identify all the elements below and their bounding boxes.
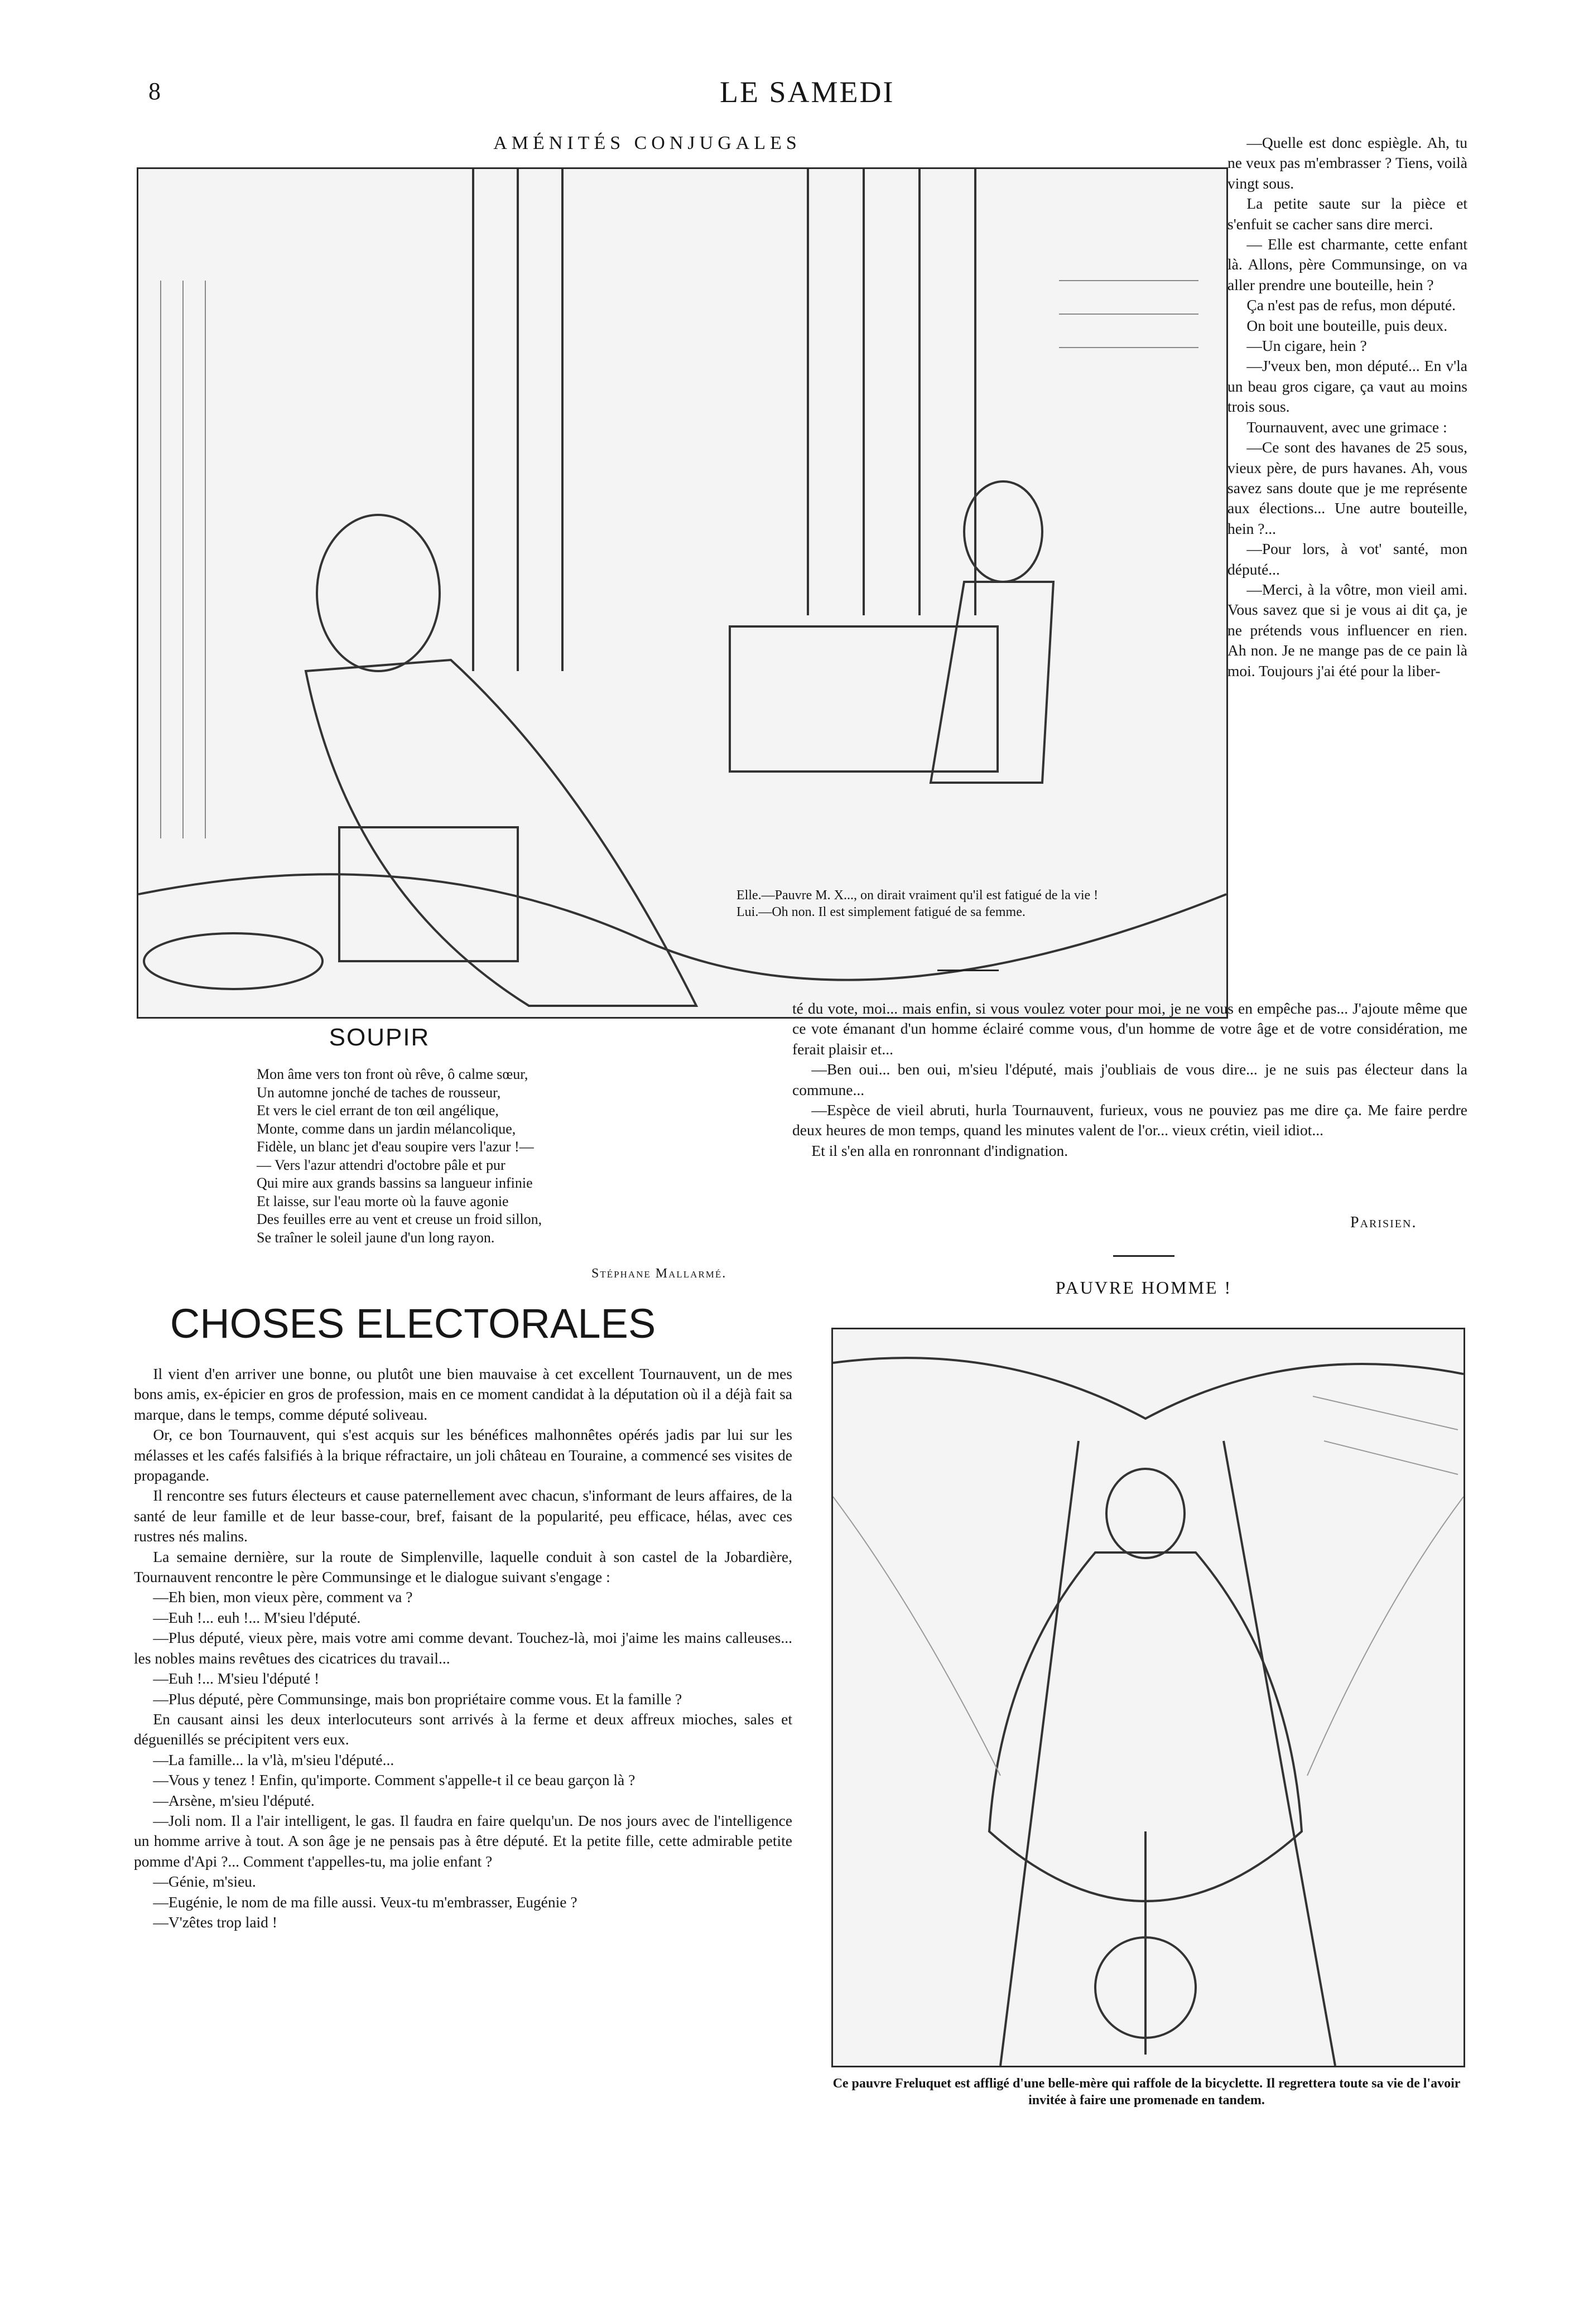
paragraph: —Ce sont des havanes de 25 sous, vieux père, de purs havanes. Ah, vous savez sans doute que je me représente aux élections... Une autre bouteille, hein ?... bbox=[1227, 438, 1467, 537]
paragraph: —Quelle est donc espiègle. Ah, tu ne veux pas m'embrasser ? Tiens, voilà vingt sous. bbox=[1227, 134, 1467, 192]
paragraph: Il vient d'en arriver une bonne, ou plutôt une bien mauvaise à cet excellent Tournauvent, un de mes bons amis, ex-épicier en gros de profession, mais en ce moment candidat à la députation où il a déjà fait sa marque, dans le temps, comme député soliveau. bbox=[134, 1365, 792, 1423]
paragraph: Or, ce bon Tournauvent, qui s'est acquis sur les bénéfices malhonnêtes opérés jadis par lui sur les mélasses et les cafés falsifiés à la brique réfractaire, un joli château en Touraine, a commencé ses visites de propagande. bbox=[134, 1426, 792, 1484]
paragraph: —Vous y tenez ! Enfin, qu'importe. Comment s'appelle-t il ce beau garçon là ? bbox=[153, 1771, 636, 1789]
paragraph: Et il s'en alla en ronronnant d'indignation. bbox=[811, 1141, 1068, 1159]
poem-line: — Vers l'azur attendri d'octobre pâle et pur bbox=[257, 1156, 506, 1173]
soupir-author: Stéphane Mallarmé. bbox=[591, 1266, 727, 1281]
wide-column bbox=[792, 999, 1467, 1161]
paragraph: Tournauvent, avec une grimace : bbox=[1246, 418, 1447, 436]
poem-line: Un automne jonché de taches de rousseur, bbox=[257, 1084, 501, 1101]
page-title: LE SAMEDI bbox=[720, 75, 895, 109]
poem-line: Et vers le ciel errant de ton œil angélique, bbox=[257, 1102, 499, 1118]
paragraph: —Plus député, père Communsinge, mais bon propriétaire comme vous. Et la famille ? bbox=[153, 1690, 682, 1708]
divider bbox=[1113, 1255, 1174, 1257]
pauvre-homme-illustration bbox=[831, 1328, 1465, 2067]
choses-body bbox=[134, 1364, 792, 1932]
paragraph: — Elle est charmante, cette enfant là. Allons, père Communsinge, on va aller prendre une bouteille, hein ? bbox=[1227, 235, 1467, 293]
paragraph: —Eugénie, le nom de ma fille aussi. Veux-tu m'embrasser, Eugénie ? bbox=[153, 1893, 577, 1911]
page-number: 8 bbox=[148, 78, 161, 105]
poem-line: Des feuilles erre au vent et creuse un froid sillon, bbox=[257, 1211, 542, 1227]
paragraph: —Plus député, vieux père, mais votre ami comme devant. Touchez-là, moi j'aime les mains calleuses... les nobles mains revêtues des cicatrices du travail... bbox=[134, 1629, 792, 1667]
divider bbox=[937, 970, 999, 971]
poem-line: Mon âme vers ton front où rêve, ô calme sœur, bbox=[257, 1066, 528, 1082]
paragraph: La petite saute sur la pièce et s'enfuit se cacher sans dire merci. bbox=[1227, 195, 1467, 233]
paragraph: —J'veux ben, mon député... En v'la un beau gros cigare, ça vaut au moins trois sous. bbox=[1227, 357, 1467, 416]
paragraph: Ça n'est pas de refus, mon député. bbox=[1246, 296, 1456, 314]
soupir-poem bbox=[257, 1065, 759, 1247]
pauvre-homme-caption: Ce pauvre Freluquet est affligé d'une belle-mère qui raffole de la bicyclette. Il regrettera toute sa vie de l'avoir invitée à faire une promenade en tandem. bbox=[832, 2076, 1461, 2108]
caption-line-elle: Elle.—Pauvre M. X..., on dirait vraiment qu'il est fatigué de la vie ! bbox=[736, 888, 1099, 903]
poem-line: Fidèle, un blanc jet d'eau soupire vers l'azur !— bbox=[257, 1139, 534, 1155]
poem-line: Monte, comme dans un jardin mélancolique, bbox=[257, 1120, 516, 1137]
pauvre-homme-title: PAUVRE HOMME ! bbox=[1055, 1277, 1233, 1298]
paragraph: La semaine dernière, sur la route de Simplenville, laquelle conduit à son castel de la Jobardière, Tournauvent rencontre le père Communsinge et le dialogue suivant s'engage : bbox=[134, 1547, 792, 1586]
paragraph: —Génie, m'sieu. bbox=[153, 1873, 256, 1891]
paragraph: —Ben oui... ben oui, m'sieu l'député, mais j'oubliais de vous dire... je ne suis pas électeur dans la commune... bbox=[792, 1060, 1467, 1098]
paragraph: —La famille... la v'là, m'sieu l'député... bbox=[153, 1751, 394, 1768]
paragraph: —V'zêtes trop laid ! bbox=[153, 1913, 277, 1931]
paragraph: —Euh !... euh !... M'sieu l'député. bbox=[153, 1608, 361, 1626]
paragraph: —Espèce de vieil abruti, hurla Tournauvent, furieux, vous ne pouviez pas me dire ça. Me faire perdre deux heures de mon temps, quand les minutes valent de l'or... vieux crétin, vieil idiot... bbox=[792, 1101, 1467, 1139]
paragraph: —Pour lors, à vot' santé, mon député... bbox=[1227, 540, 1467, 578]
paragraph: —Eh bien, mon vieux père, comment va ? bbox=[153, 1588, 413, 1606]
paragraph: —Euh !... M'sieu l'député ! bbox=[153, 1670, 320, 1687]
choses-title: CHOSES ELECTORALES bbox=[170, 1300, 656, 1347]
paragraph: —Joli nom. Il a l'air intelligent, le gas. Il faudra en faire quelqu'un. De nos jours avec de l'intelligence un homme arrive à tout. A son âge je ne pensais pas à être député. Et la petite fille, cette admirable petite pomme d'Api ?... Comment t'appelles-tu, ma jolie enfant ? bbox=[134, 1811, 792, 1870]
amenites-caption bbox=[736, 887, 1172, 920]
signature: Parisien. bbox=[1350, 1214, 1417, 1231]
poem-line: Se traîner le soleil jaune d'un long rayon. bbox=[257, 1229, 495, 1246]
amenites-title: AMÉNITÉS CONJUGALES bbox=[493, 133, 801, 153]
paragraph: On boit une bouteille, puis deux. bbox=[1246, 316, 1448, 334]
paragraph: té du vote, moi... mais enfin, si vous voulez voter pour moi, je ne vous en empêche pas... J'ajoute même que ce vote émanant d'un homme éclairé comme vous, d'un homme de votre âge et de votre considération, me ferait plaisir et... bbox=[792, 1000, 1467, 1058]
soupir-title: SOUPIR bbox=[329, 1024, 430, 1051]
poem-line: Qui mire aux grands bassins sa langueur infinie bbox=[257, 1175, 533, 1191]
paragraph: —Arsène, m'sieu l'député. bbox=[153, 1791, 315, 1809]
paragraph: —Un cigare, hein ? bbox=[1246, 337, 1367, 355]
right-column bbox=[1227, 133, 1467, 681]
paragraph: —Merci, à la vôtre, mon vieil ami. Vous savez que si je vous ai dit ça, je ne prétends vous influencer en rien. Ah non. Je ne mange pas de ce pain là moi. Toujours j'ai été pour la liber- bbox=[1227, 580, 1467, 679]
poem-line: Et laisse, sur l'eau morte où la fauve agonie bbox=[257, 1193, 509, 1209]
paragraph: En causant ainsi les deux interlocuteurs sont arrivés à la ferme et deux affreux mioches, sales et déguenillés se précipitent vers eux. bbox=[134, 1710, 792, 1748]
caption-line-lui: Lui.—Oh non. Il est simplement fatigué de sa femme. bbox=[736, 905, 1026, 919]
paragraph: Il rencontre ses futurs électeurs et cause paternellement avec chacun, s'informant de leurs affaires, de la santé de leur famille et de leur basse-cour, bref, faisant de la popularité, peu efficace, hélas, avec ces rustres nés malins. bbox=[134, 1487, 792, 1545]
